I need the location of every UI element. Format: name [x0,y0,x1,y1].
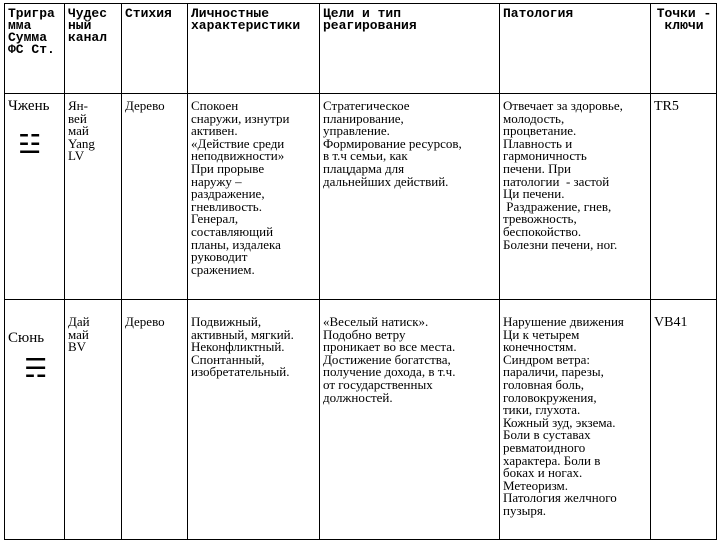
correspondence-table [4,3,717,540]
text-line: май [68,326,89,342]
trigram-cell [5,300,65,540]
text-line: параличи, парезы, [503,364,604,380]
header-channel [65,4,122,94]
text-line: активный, мягкий. [191,326,294,342]
header-element [122,4,188,94]
header-pathology [500,4,651,94]
personality-cell [188,94,320,300]
text-line: Плавность и [503,135,573,151]
text-line: Отвечает за здоровье, [503,98,623,113]
text-line: Нарушение движения [503,314,624,329]
text-line: Подвижный, [191,314,262,329]
pathology-cell [500,94,651,300]
text-line: Yang [68,135,95,151]
text-line: Личностные [191,6,270,21]
text-line: Цели и тип [323,6,402,21]
text-line: Генерал, [191,211,239,227]
text-line: Тригра [8,6,55,21]
text-line: BV [68,339,87,355]
text-line: патологии - застой [503,173,610,189]
trigram-name: Сюнь [8,330,45,346]
text-line: Ци к четырем [503,326,580,342]
text-line: тревожность, [503,211,577,227]
points-cell [651,300,717,540]
text-line: беспокойство. [503,223,582,239]
text-line: дальнейших действий. [323,173,449,189]
text-line: управление. [323,123,390,139]
key-point: VB41 [654,315,688,330]
text-line: Неконфликтный. [191,339,285,355]
text-line: Точки - [656,6,712,21]
text-line: снаружи, изнутри [191,110,290,126]
text-line: характеристики [191,18,301,33]
header-points [651,4,717,94]
text-line: Дерево [125,98,165,113]
text-line: получение дохода, в т.ч. [323,364,456,380]
text-line: Стратегическое [323,98,410,113]
channel-cell [65,94,122,300]
text-line: Дерево [125,314,165,329]
key-point: TR5 [654,99,679,114]
text-line: молодость, [503,110,565,126]
text-line: Болезни печени, ног. [503,236,618,252]
text-line: раздражение, [191,186,265,202]
trigram-xun-icon: ☴ [24,354,48,383]
text-line: Формирование ресурсов, [323,135,462,151]
points-cell [651,94,717,300]
text-line: руководит [191,249,248,265]
trigram-name: Чжень [8,98,50,114]
text-line: ФС Ст. [8,42,55,57]
goals-cell [320,94,500,300]
element-cell [122,94,188,300]
text-line: «Веселый натиск». [323,314,429,329]
text-line: Достижение богатства, [323,351,451,367]
text-line: боках и ногах. [503,465,583,481]
text-line: тики, глухота. [503,402,581,418]
text-line: При прорыве [191,160,265,176]
text-line: активен. [191,123,238,139]
text-line: реагирования [323,18,417,33]
text-line: плацдарма для [323,160,405,176]
text-line: Боли в суставах [503,427,591,443]
text-line: Раздражение, гнев, [503,198,612,214]
text-line: характера. Боли в [503,452,601,468]
trigram-cell [5,94,65,300]
text-line: изобретательный. [191,364,290,380]
table-row [5,94,717,300]
text-line: ный [68,18,92,33]
text-line: Стихия [125,6,172,21]
text-line: Чудес [68,6,108,21]
text-line: «Действие среди [191,135,285,151]
text-line: Спокоен [191,98,239,113]
text-line: Кожный зуд, экзема. [503,414,616,430]
text-line: головокружения, [503,389,597,405]
pathology-cell [500,300,651,540]
text-line: Спонтанный, [191,351,265,367]
text-line: планирование, [323,110,404,126]
text-line: в т.ч семьи, как [323,148,408,164]
text-line: проникает во все места. [323,339,456,355]
text-line: гармоничность [503,148,587,164]
text-line: канал [68,30,108,45]
text-line: LV [68,148,85,164]
text-line: Подобно ветру [323,326,406,342]
header-row [5,4,717,94]
text-line: май [68,123,89,139]
text-line: пузыря. [503,502,547,518]
text-line: гневливость. [191,198,262,214]
text-line: Ян- [68,98,88,113]
text-line: Синдром ветра: [503,351,590,367]
text-line: мма [8,18,32,33]
text-line: Ци печени. [503,186,565,202]
text-line: Сумма [8,30,48,45]
text-line: Патология желчного [503,490,617,506]
text-line: печени. При [503,160,571,176]
channel-cell [65,300,122,540]
header-personality [188,4,320,94]
table-row [5,300,717,540]
element-cell [122,300,188,540]
text-line: должностей. [323,389,393,405]
text-line: составляющий [191,223,274,239]
text-line: процветание. [503,123,577,139]
text-line: неподвижности» [191,148,285,164]
text-line: Дай [68,314,90,329]
text-line: вей [68,110,87,126]
header-trigram [5,4,65,94]
text-line: Патология [503,6,574,21]
header-goals [320,4,500,94]
text-line: конечностям. [503,339,577,355]
text-line: головная боль, [503,376,585,392]
text-line: от государственных [323,376,433,392]
text-line: ревматоидного [503,439,586,455]
text-line: ключи [664,18,704,33]
text-line: Метеоризм. [503,477,568,493]
text-line: планы, издалека [191,236,281,252]
personality-cell [188,300,320,540]
text-line: наружу – [191,173,242,189]
goals-cell [320,300,500,540]
text-line: сражением. [191,261,255,277]
trigram-zhen-icon: ☳ [18,130,42,159]
